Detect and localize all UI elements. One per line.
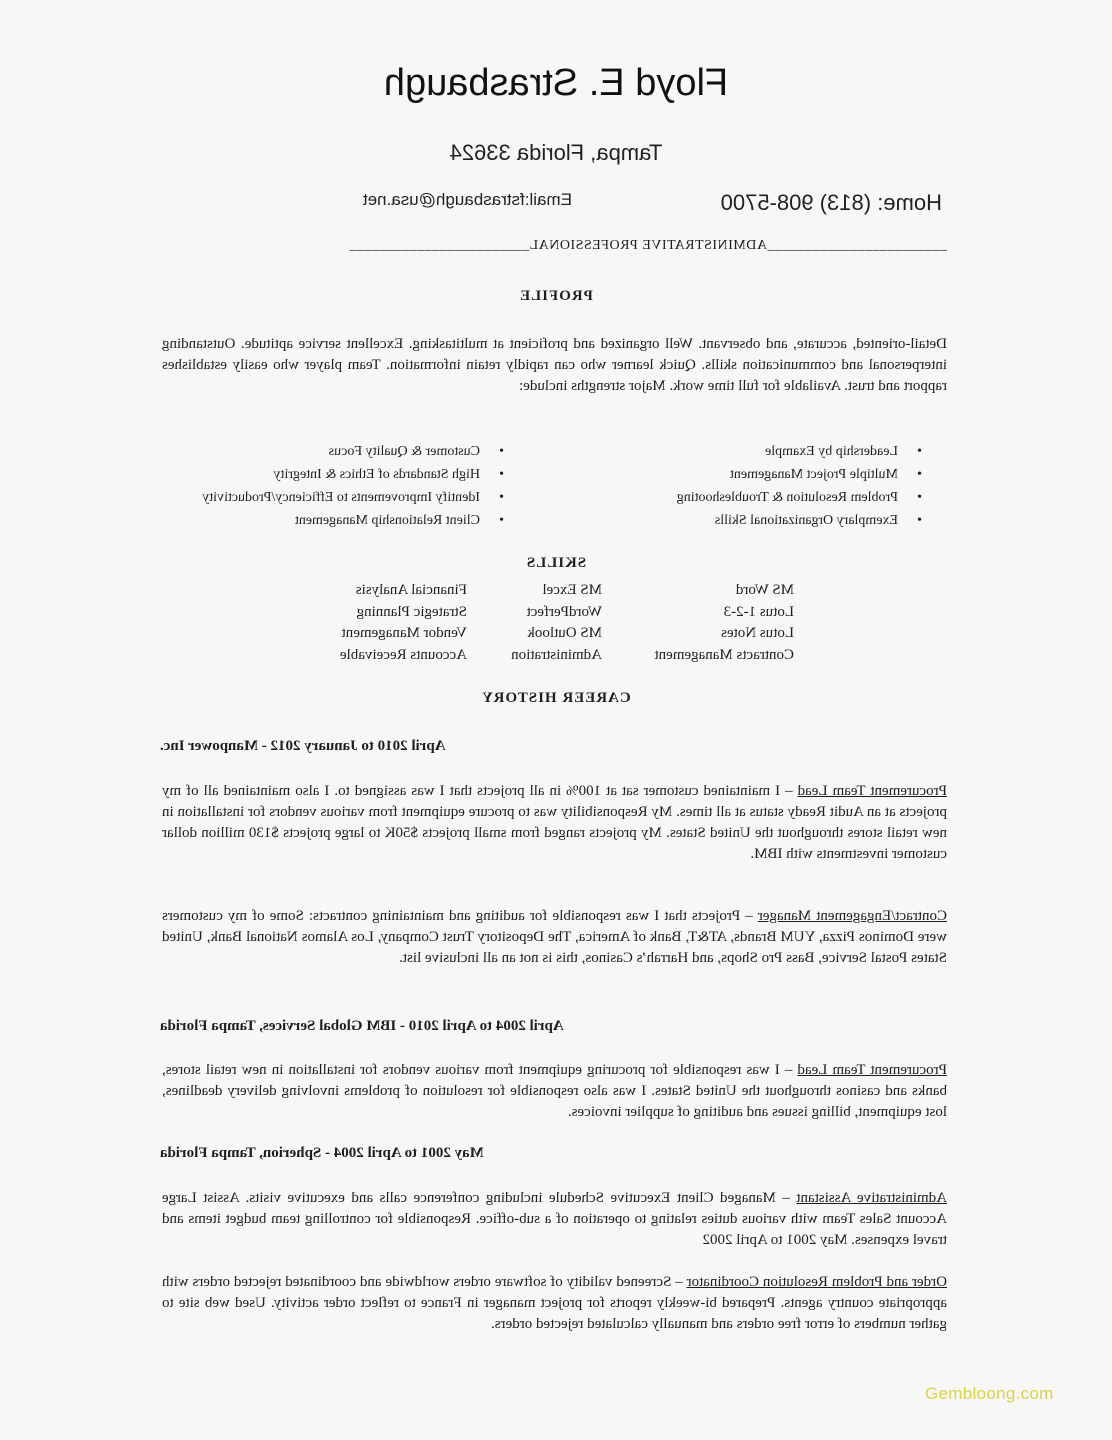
role-description: – I maintained customer sat at 100% in all projects that I was assigned to. I also maintained all of my projects at an Audit Ready status at all times. My Responsibility was to procure equipment from various vendors for installation in new retail stores throughout the United States. My projects ranged from small projects $50K to large projects $130 million dollar customer investments with IBM.	[161, 783, 947, 862]
bullet-icon: •	[917, 467, 922, 482]
list-item: •Problem Resolution & Troubleshooting	[677, 486, 922, 509]
bullet-icon: •	[917, 490, 922, 505]
profile-heading: PROFILE	[519, 288, 593, 304]
list-item: •Multiple Project Management	[677, 463, 922, 486]
role-description: – I was responsible for procuring equipment from various vendors for installation in new retail stores, banks and casinos throughout the United States. I was also responsible for resolution of problems involving delivery deadlines, lost equipment, billing issues and auditing of supplier invoices.	[161, 1062, 947, 1120]
skill-item: Financial Analysis	[355, 582, 467, 598]
role-title: Order and Problem Resolution Coordinator	[686, 1274, 947, 1290]
skill-item: MS Excel	[542, 582, 602, 598]
skill-item: Administration	[511, 646, 602, 663]
list-item: •Leadership by Example	[677, 440, 922, 463]
role-title: Administrative Assistant	[796, 1190, 947, 1206]
list-item: •Identify Improvements to Efficiency/Productivity	[202, 486, 504, 509]
career-heading: CAREER HISTORY	[481, 690, 631, 706]
list-item: •Exemplary Organizational Skills	[677, 509, 922, 532]
skill-item: Lotus 1-2-3	[723, 603, 794, 620]
skill-item: MS Outlook	[527, 625, 602, 641]
job-title-2: April 2004 to April 2010 - IBM Global Services, Tampa Florida	[160, 1018, 564, 1034]
skills-column-2	[511, 580, 602, 666]
job-1-role-1	[162, 781, 947, 865]
candidate-email: Email:fstrasbaugh@usa.net	[362, 190, 572, 209]
bullet-icon: •	[499, 513, 504, 528]
skill-item: Contracts Management	[654, 646, 794, 663]
list-item: •High Standards of Ethics & Integrity	[202, 463, 504, 486]
bullet-icon: •	[499, 444, 504, 459]
candidate-phone: Home: (813) 908-5700	[720, 190, 942, 215]
profile-summary: Detail-oriented, accurate, and observant. Well organized and proficient at multitasking. Excellent service aptitude. Outstanding interpersonal and communication skills. Quick learner who can rapidly retain information. Team player who easily establishes rapport and trust. Available for full time work. Major strengths include:	[162, 336, 947, 394]
job-3-role-1	[162, 1188, 947, 1251]
role-title: Contract/Engagement Manager	[757, 908, 947, 924]
candidate-address: Tampa, Florida 33624	[449, 140, 663, 165]
skill-item: Accounts Receivable	[339, 646, 467, 663]
skill-item: Lotus Notes	[721, 625, 794, 641]
job-3-role-2	[162, 1272, 947, 1335]
skills-heading: SKILLS	[525, 555, 587, 571]
role-title: Procurement Team Lead	[797, 783, 947, 799]
role-description: – Screened validity of software orders worldwide and coordinated rejected orders with appropriate country agents. Prepared bi-weekly reports for project manager in France to reflect order activity. Used web site to gather numbers of error free orders and manually calculated rejected orders.	[162, 1274, 947, 1332]
role-description: – Projects that I was responsible for auditing and maintaining contracts: Some of my customers were Dominos Pizza, YUM Brands, AT&T, Bank of America, The Depository Trust Company, Los Alamos National Bank, United States Postal Service, Bass Pro Shops, and Harrah’s Casinos, this is not an all inclusive list.	[162, 908, 947, 966]
skill-item: WordPerfect	[526, 603, 602, 620]
role-title: Procurement Team Lead	[797, 1062, 947, 1078]
bullet-icon: •	[499, 490, 504, 505]
bullet-icon: •	[917, 444, 922, 459]
bullet-icon: •	[917, 513, 922, 528]
strengths-list-right	[202, 440, 504, 532]
bullet-icon: •	[499, 467, 504, 482]
list-item: •Customer & Quality Focus	[202, 440, 504, 463]
watermark: Gembloong.com	[925, 1384, 1054, 1403]
strengths-list-left	[677, 440, 922, 532]
candidate-name: Floyd E. Strasbaugh	[383, 62, 729, 104]
job-1-role-2	[162, 906, 947, 969]
role-description: – Managed Client Executive Schedule including conference calls and executive visits. Assist Large Account Sales Team with various duties relating to operation of a sub-office. Responsible for controlling team budget items and travel expenses. May 2001 to April 2002	[162, 1190, 947, 1248]
job-2-role-1	[162, 1060, 947, 1123]
skill-item: Strategic Planning	[356, 603, 467, 620]
job-title-3: May 2001 to April 2004 - Spherion, Tampa Florida	[160, 1145, 484, 1161]
skill-item: MS Word	[735, 582, 794, 598]
skills-column-1	[654, 580, 794, 666]
job-title-banner: ________________________ADMINISTRATIVE PROFESSIONAL________________________	[349, 238, 947, 253]
job-title-1: April 2010 to January 2012 - Manpower Inc.	[160, 738, 446, 754]
skills-column-3	[340, 580, 467, 666]
skill-item: Vendor Management	[341, 625, 467, 641]
list-item: •Client Relationship Management	[202, 509, 504, 532]
